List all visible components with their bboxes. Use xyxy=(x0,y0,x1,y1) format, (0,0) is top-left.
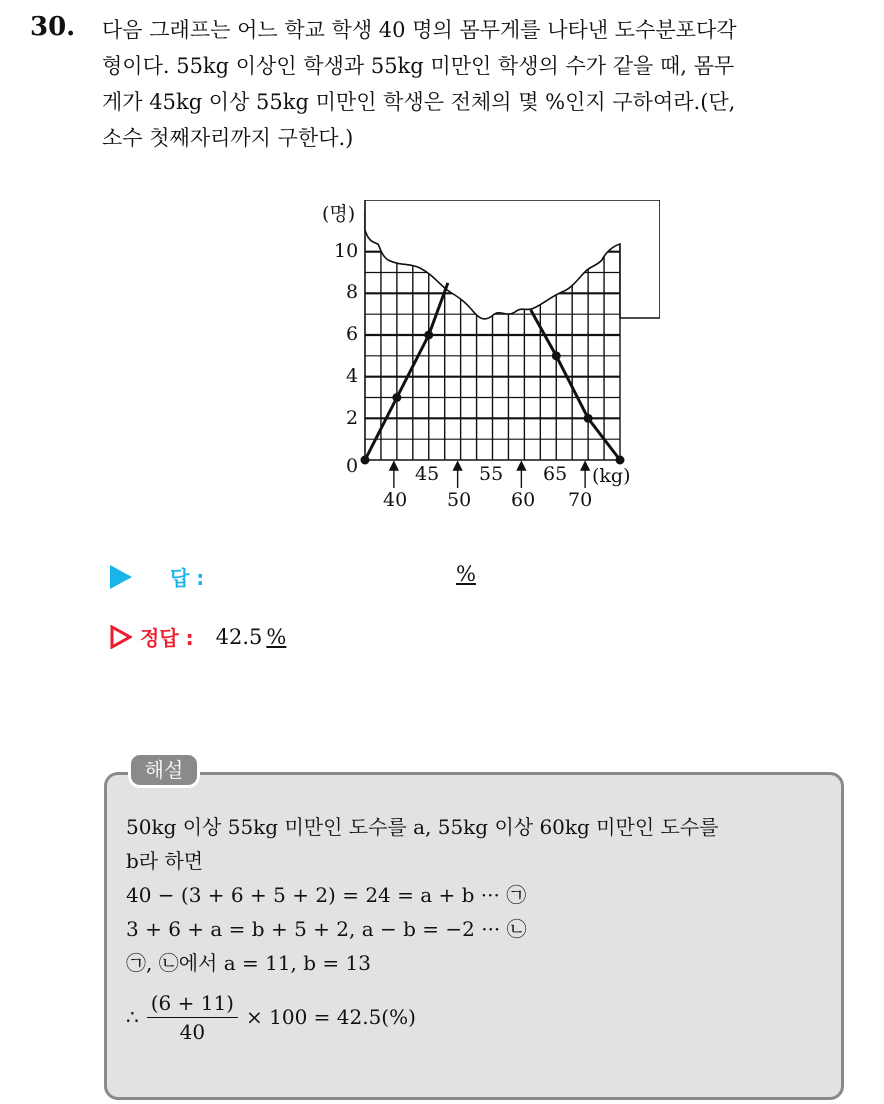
data-point xyxy=(424,331,433,340)
boundary-arrow-head xyxy=(581,462,589,470)
y-unit-label: (명) xyxy=(322,203,356,225)
polygon-right-segment xyxy=(531,310,620,460)
answer-unit: % xyxy=(456,562,476,586)
frequency-polygon-graph xyxy=(300,200,660,520)
solution-line-4: 3 + 6 + a = b + 5 + 2, a − b = −2 ··· ㉡ xyxy=(126,917,527,941)
correct-answer-label: 정답 : xyxy=(140,626,194,650)
fraction-numerator: (6 + 11) xyxy=(147,991,238,1018)
question-number: 30. xyxy=(30,12,76,42)
solution-final-line xyxy=(126,986,826,1048)
x-tick-55: 55 xyxy=(479,463,504,485)
x-tick-65: 65 xyxy=(543,463,568,485)
boundary-arrow-head xyxy=(390,462,398,470)
play-arrow-icon xyxy=(110,565,132,589)
y-tick-4: 4 xyxy=(346,365,359,387)
boundary-arrow-head xyxy=(517,462,525,470)
solution-line-2: b라 하면 xyxy=(126,849,204,873)
question-line-4: 소수 첫째자리까지 구한다.) xyxy=(102,126,354,150)
x-tick-70: 70 xyxy=(568,489,593,511)
data-point xyxy=(584,414,593,423)
y-tick-6: 6 xyxy=(346,323,359,345)
question-line-1: 다음 그래프는 어느 학교 학생 40 명의 몸무게를 나타낸 도수분포다각 xyxy=(102,18,737,42)
correct-answer-value: 42.5 xyxy=(215,624,263,649)
x-unit-label: (kg) xyxy=(592,465,631,487)
answer-row xyxy=(110,562,204,591)
data-point xyxy=(392,393,401,402)
solution-tag: 해설 xyxy=(128,752,200,788)
polygon-left-segment xyxy=(365,283,448,460)
y-tick-0: 0 xyxy=(346,455,359,477)
x-tick-45: 45 xyxy=(415,463,440,485)
correct-answer-unit: % xyxy=(266,624,287,649)
outline-arrow-icon xyxy=(110,625,132,649)
data-point xyxy=(552,351,561,360)
data-point xyxy=(616,456,625,465)
answer-label: 답 : xyxy=(170,566,205,590)
solution-content xyxy=(126,810,826,1048)
data-point xyxy=(361,456,370,465)
solution-line-1: 50kg 이상 55kg 미만인 도수를 a, 55kg 이상 60kg 미만인 도수를 xyxy=(126,815,719,839)
graph-torn-edge xyxy=(365,200,660,319)
fraction xyxy=(147,991,238,1044)
y-tick-2: 2 xyxy=(346,407,359,429)
fraction-denominator: 40 xyxy=(179,1019,206,1044)
question-line-2: 형이다. 55kg 이상인 학생과 55kg 미만인 학생의 수가 같을 때, 몸무 xyxy=(102,54,735,78)
x-tick-40: 40 xyxy=(383,489,408,511)
solution-line-5: ㉠, ㉡에서 a = 11, b = 13 xyxy=(126,951,371,975)
x-tick-50: 50 xyxy=(447,489,472,511)
question-text xyxy=(102,12,862,156)
therefore-symbol: ∴ xyxy=(126,1005,139,1029)
final-result: × 100 = 42.5(%) xyxy=(246,1005,416,1029)
question-line-3: 게가 45kg 이상 55kg 미만인 학생은 전체의 몇 %인지 구하여라.(단, xyxy=(102,90,736,114)
y-tick-8: 8 xyxy=(346,281,359,303)
x-tick-60: 60 xyxy=(511,489,536,511)
y-tick-10: 10 xyxy=(334,240,359,262)
correct-answer-row xyxy=(110,622,286,651)
boundary-arrow-head xyxy=(454,462,462,470)
solution-line-3: 40 − (3 + 6 + 5 + 2) = 24 = a + b ··· ㉠ xyxy=(126,883,527,907)
